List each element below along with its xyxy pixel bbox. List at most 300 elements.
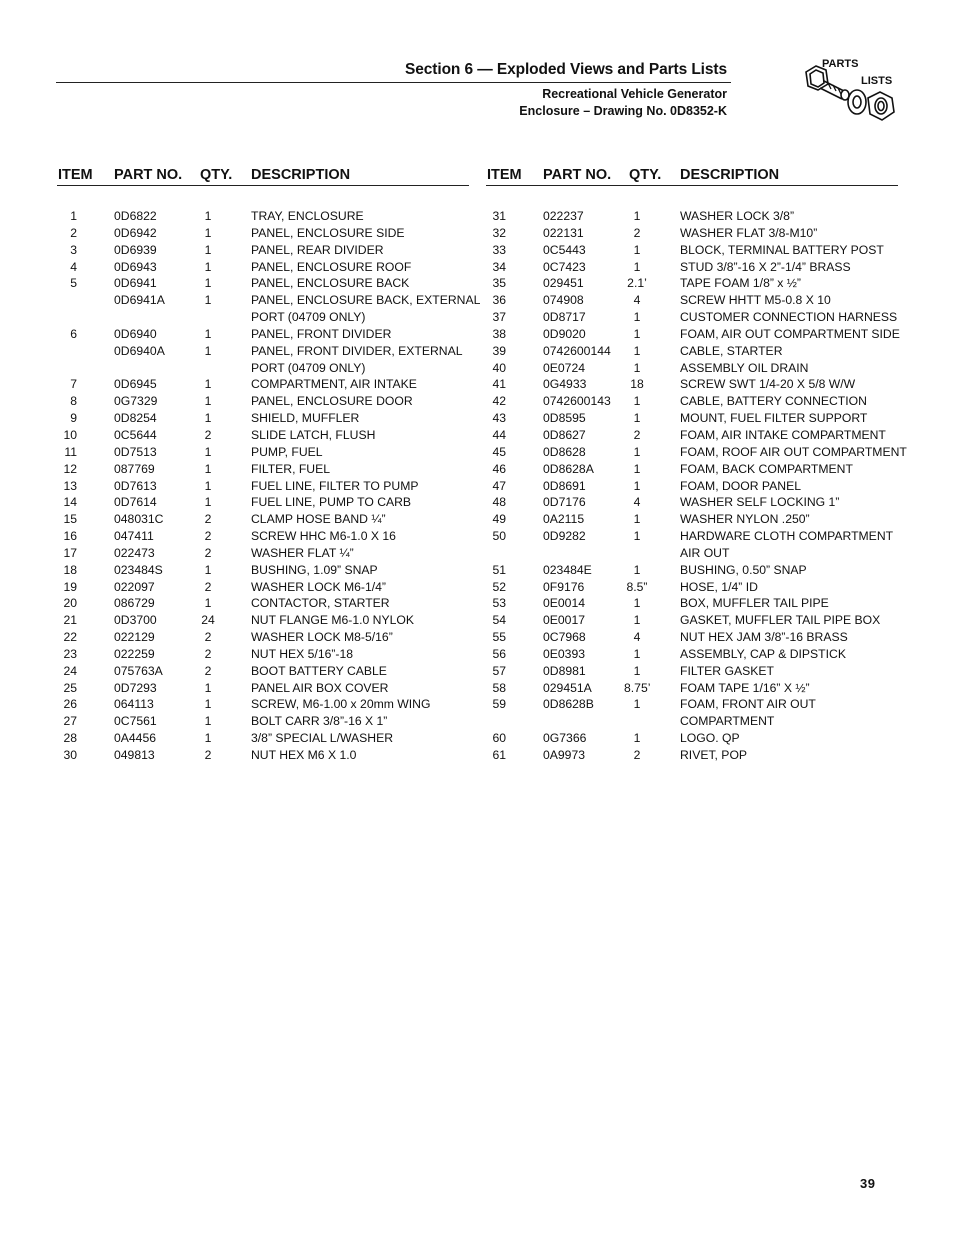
item-number: 22 [63,630,77,645]
table-row [57,528,469,545]
column-header-description: DESCRIPTION [680,167,780,183]
part-number: 0A9973 [543,748,586,762]
quantity: 1 [204,394,212,409]
table-row [486,713,898,730]
quantity: 1 [633,478,641,493]
description: WASHER LOCK 3/8” [680,209,795,223]
item-number: 5 [70,276,77,291]
description: FOAM, AIR INTAKE COMPARTMENT [680,427,886,442]
column-header-item: ITEM [487,167,522,183]
parts-table-right [486,166,907,764]
item-number: 30 [63,748,77,762]
item-number: 59 [492,697,506,712]
section-title: Section 6 — Exploded Views and Parts Lists [405,61,727,78]
table-row [486,326,898,343]
description: PORT (04709 ONLY) [251,310,366,325]
part-number: 022129 [114,630,155,645]
quantity: 1 [204,680,212,695]
item-number: 54 [492,613,506,628]
part-number: 049813 [114,748,155,762]
part-number: 0E0724 [543,360,586,375]
part-number: 0D6942 [114,225,157,240]
description: WASHER FLAT ¼” [251,545,354,560]
quantity: 1 [204,714,212,729]
description: FOAM, BACK COMPARTMENT [680,461,853,476]
part-number: 0D6945 [114,377,157,392]
table-row [57,292,481,309]
description: PANEL, FRONT DIVIDER [251,326,392,341]
item-number: 8 [70,394,77,409]
nut-icon [868,92,894,120]
description: WASHER LOCK M6-1/4” [251,579,386,594]
table-row [57,680,469,697]
washer-icon [848,90,866,114]
quantity: 2 [204,663,212,678]
page-number: 39 [860,1176,876,1191]
part-number: 0D6940 [114,326,157,341]
table-row [486,275,898,292]
description: PANEL, ENCLOSURE BACK [251,276,410,291]
part-number: 0D7176 [543,495,586,510]
quantity: 8.75’ [624,680,651,695]
quantity: 1 [633,326,641,341]
quantity: 1 [204,326,212,341]
part-number: 075763A [114,663,163,678]
table-row [486,225,898,242]
table-row [486,242,898,259]
item-number: 60 [492,731,506,746]
quantity: 2 [204,646,212,661]
quantity: 1 [633,242,641,257]
part-number: 0A4456 [114,731,157,746]
logo-text-parts: PARTS [822,58,859,70]
part-number: 0C5443 [543,242,586,257]
item-number: 20 [63,596,77,611]
table-row [57,696,469,713]
table-row [57,478,469,495]
quantity: 2.1’ [627,276,647,291]
quantity: 1 [633,259,641,274]
quantity: 1 [204,697,212,712]
description: FOAM, DOOR PANEL [680,478,801,493]
table-row [486,730,898,747]
description: NUT HEX 5/16”-18 [251,646,354,661]
description: PANEL, REAR DIVIDER [251,242,384,257]
part-number: 0C7561 [114,714,157,729]
item-number: 33 [492,242,506,257]
item-number: 18 [63,562,77,577]
description: 3/8” SPECIAL L/WASHER [251,731,394,746]
table-row [486,562,898,579]
description: BOOT BATTERY CABLE [251,663,387,678]
item-number: 17 [63,545,77,560]
part-number: 0D7513 [114,444,157,459]
part-number: 0D6943 [114,259,157,274]
description: AIR OUT [680,545,730,560]
table-row [57,629,469,646]
item-number: 15 [63,512,77,527]
part-number: 0D9282 [543,529,586,544]
part-number: 0C5644 [114,427,157,442]
part-number: 022259 [114,646,155,661]
table-row [486,478,898,495]
table-row [57,562,469,579]
description: WASHER FLAT 3/8-M10” [680,225,818,240]
quantity: 1 [633,529,641,544]
table-row [57,612,469,629]
item-number: 1 [70,209,77,223]
item-number: 37 [492,310,506,325]
part-number: 0D6939 [114,242,157,257]
table-row [57,427,469,444]
table-row [486,376,898,393]
description: SCREW, M6-1.00 x 20mm WING [251,697,431,712]
table-row [57,545,469,562]
quantity: 1 [204,562,212,577]
part-number: 0D8254 [114,411,157,426]
table-row [486,461,898,478]
table-row [486,360,898,377]
table-row [486,511,898,528]
quantity: 1 [633,562,641,577]
table-row [57,275,469,292]
table-row [57,259,469,276]
quantity: 2 [204,579,212,594]
part-number: 0D7293 [114,680,157,695]
table-row [57,494,469,511]
table-row [57,343,469,360]
part-number: 022097 [114,579,155,594]
part-number: 0E0017 [543,613,586,628]
part-number: 047411 [114,529,154,544]
table-row [486,427,898,444]
quantity: 1 [204,209,212,223]
quantity: 1 [633,209,641,223]
part-number: 0D8628 [543,444,586,459]
quantity: 1 [204,259,212,274]
part-number: 029451A [543,680,592,695]
description: ASSEMBLY OIL DRAIN [680,360,809,375]
description: CUSTOMER CONNECTION HARNESS [680,310,898,325]
item-number: 39 [492,343,506,358]
item-number: 26 [63,697,77,712]
description: WASHER NYLON .250” [680,512,810,527]
table-row [486,259,898,276]
description: SCREW HHTT M5-0.8 X 10 [680,293,831,308]
description: SCREW SWT 1/4-20 X 5/8 W/W [680,377,856,392]
description: WASHER LOCK M8-5/16” [251,630,393,645]
quantity: 2 [204,427,212,442]
item-number: 46 [492,461,506,476]
description: COMPARTMENT [680,714,775,729]
quantity: 1 [633,596,641,611]
item-number: 61 [492,748,506,762]
description: BUSHING, 0.50” SNAP [680,562,807,577]
item-number: 24 [63,663,77,678]
quantity: 4 [633,495,641,510]
quantity: 24 [201,613,215,628]
description: WASHER SELF LOCKING 1” [680,495,840,510]
table-row [57,511,469,528]
description: BUSHING, 1.09” SNAP [251,562,378,577]
item-number: 23 [63,646,77,661]
description: TRAY, ENCLOSURE [251,209,364,223]
description: PANEL, ENCLOSURE BACK, EXTERNAL [251,293,481,308]
part-number: 074908 [543,293,584,308]
table-row [57,393,469,410]
description: ASSEMBLY, CAP & DIPSTICK [680,646,846,661]
quantity: 8.5” [626,579,648,594]
description: PANEL, FRONT DIVIDER, EXTERNAL [251,343,463,358]
quantity: 4 [633,630,641,645]
parts-lists-logo [800,54,900,132]
quantity: 1 [633,697,641,712]
description: NUT HEX JAM 3/8”-16 BRASS [680,630,848,645]
quantity: 1 [633,663,641,678]
item-number: 56 [492,646,506,661]
quantity: 1 [204,731,212,746]
part-number: 0C7423 [543,259,586,274]
table-row [57,360,469,377]
part-number: 0D9020 [543,326,586,341]
quantity: 1 [204,225,212,240]
item-number: 44 [492,427,506,442]
description: BOLT CARR 3/8”-16 X 1” [251,714,388,729]
quantity: 1 [633,394,641,409]
item-number: 45 [492,444,506,459]
column-header-part-no: PART NO. [114,167,183,183]
description: CONTACTOR, STARTER [251,596,390,611]
part-number: 0D8717 [543,310,586,325]
description: NUT FLANGE M6-1.0 NYLOK [251,613,414,628]
quantity: 2 [633,225,641,240]
quantity: 2 [204,529,212,544]
item-number: 16 [63,529,77,544]
table-row [57,208,469,225]
part-number: 023484S [114,562,163,577]
quantity: 1 [633,310,641,325]
part-number: 0D6941A [114,293,165,308]
item-number: 47 [492,478,506,493]
part-number: 0D8691 [543,478,586,493]
item-number: 3 [70,242,77,257]
table-row [57,747,469,764]
description: NUT HEX M6 X 1.0 [251,748,357,762]
part-number: 0D6822 [114,209,157,223]
part-number: 0G4933 [543,377,587,392]
description: MOUNT, FUEL FILTER SUPPORT [680,411,868,426]
table-row [486,629,898,646]
table-row [486,208,898,225]
description: PANEL, ENCLOSURE ROOF [251,259,412,274]
item-number: 12 [63,461,77,476]
description: COMPARTMENT, AIR INTAKE [251,377,417,392]
part-number: 086729 [114,596,155,611]
description: SCREW HHC M6-1.0 X 16 [251,529,396,544]
table-row [57,444,469,461]
item-number: 41 [492,377,506,392]
quantity: 1 [204,411,212,426]
quantity: 1 [204,478,212,493]
description: HARDWARE CLOTH COMPARTMENT [680,529,894,544]
quantity: 1 [633,343,641,358]
quantity: 1 [204,377,212,392]
quantity: 4 [633,293,641,308]
item-number: 7 [70,377,77,392]
part-number: 0A2115 [543,512,585,527]
description: SLIDE LATCH, FLUSH [251,427,376,442]
table-row [486,528,898,545]
description: GASKET, MUFFLER TAIL PIPE BOX [680,613,881,628]
part-number: 048031C [114,512,164,527]
table-row [57,242,469,259]
description: PORT (04709 ONLY) [251,360,366,375]
table-row [57,663,469,680]
quantity: 1 [633,512,641,527]
part-number: 0C7968 [543,630,586,645]
item-number: 38 [492,326,506,341]
item-number: 9 [70,411,77,426]
description: BLOCK, TERMINAL BATTERY POST [680,242,884,257]
part-number: 0E0393 [543,646,586,661]
part-number: 0D8595 [543,411,586,426]
description: PUMP, FUEL [251,444,323,459]
item-number: 14 [63,495,77,510]
table-row [486,292,898,309]
logo-text-lists: LISTS [861,75,893,87]
item-number: 27 [63,714,77,729]
table-row [486,612,898,629]
description: FOAM TAPE 1/16” X ½” [680,680,810,695]
item-number: 34 [492,259,506,274]
item-number: 52 [492,579,506,594]
description: HOSE, 1/4” ID [680,579,758,594]
description: TAPE FOAM 1/8” x ½” [680,276,801,291]
item-number: 19 [63,579,77,594]
quantity: 1 [204,293,212,308]
description: PANEL AIR BOX COVER [251,680,389,695]
description: FUEL LINE, PUMP TO CARB [251,495,412,510]
description: FOAM, ROOF AIR OUT COMPARTMENT [680,444,907,459]
part-number: 0G7329 [114,394,158,409]
part-number: 022131 [543,225,584,240]
quantity: 1 [204,596,212,611]
table-row [486,343,898,360]
quantity: 1 [633,360,641,375]
description: BOX, MUFFLER TAIL PIPE [680,596,829,611]
item-number: 35 [492,276,506,291]
part-number: 0E0014 [543,596,586,611]
item-number: 58 [492,680,506,695]
table-row [486,494,898,511]
table-row [486,680,898,697]
table-row [486,747,898,764]
table-row [57,713,469,730]
table-row [57,326,469,343]
part-number: 0D8628B [543,697,594,712]
quantity: 1 [633,646,641,661]
table-header [486,166,898,186]
part-number: 0F9176 [543,579,585,594]
table-row [486,696,898,713]
part-number: 0D6941 [114,276,157,291]
item-number: 51 [492,562,506,577]
description: FUEL LINE, FILTER TO PUMP [251,478,419,493]
description: RIVET, POP [680,748,748,762]
description: CABLE, STARTER [680,343,783,358]
part-number: 029451 [543,276,584,291]
column-header-description: DESCRIPTION [251,167,351,183]
quantity: 1 [633,461,641,476]
table-row [57,461,469,478]
part-number: 0742600143 [543,394,611,409]
item-number: 36 [492,293,506,308]
quantity: 1 [633,411,641,426]
header-rule [56,82,731,83]
part-number: 0D3700 [114,613,157,628]
table-row [486,410,898,427]
item-number: 28 [63,731,77,746]
column-header-qty: QTY. [629,167,662,183]
table-row [486,393,898,410]
column-header-item: ITEM [58,167,93,183]
description: SHIELD, MUFFLER [251,411,360,426]
part-number: 023484E [543,562,592,577]
quantity: 1 [204,444,212,459]
table-row [57,410,469,427]
part-number: 022237 [543,209,584,223]
quantity: 1 [633,613,641,628]
part-number: 0742600144 [543,343,611,358]
description: FILTER GASKET [680,663,774,678]
quantity: 1 [204,461,212,476]
document-subtitle: Recreational Vehicle Generator [542,87,727,101]
quantity: 1 [204,242,212,257]
table-row [57,225,469,242]
description: PANEL, ENCLOSURE DOOR [251,394,413,409]
table-row [57,730,469,747]
item-number: 53 [492,596,506,611]
table-body [57,208,481,764]
description: FILTER, FUEL [251,461,331,476]
drawing-number: Enclosure – Drawing No. 0D8352-K [519,104,727,118]
table-row [57,646,469,663]
item-number: 42 [492,394,506,409]
item-number: 49 [492,512,506,527]
item-number: 6 [70,326,77,341]
parts-table-left [57,166,481,764]
item-number: 50 [492,529,506,544]
table-row [486,309,898,326]
table-row [486,444,907,461]
bolt-icon [806,66,849,100]
item-number: 25 [63,680,77,695]
description: FOAM, AIR OUT COMPARTMENT SIDE [680,326,900,341]
item-number: 32 [492,225,506,240]
quantity: 2 [204,630,212,645]
description: FOAM, FRONT AIR OUT [680,697,816,712]
quantity: 1 [204,495,212,510]
part-number: 087769 [114,461,155,476]
part-number: 0D6940A [114,343,165,358]
quantity: 1 [204,276,212,291]
item-number: 11 [64,444,77,459]
table-row [486,663,898,680]
part-number: 022473 [114,545,155,560]
quantity: 2 [633,748,641,762]
item-number: 2 [70,225,77,240]
part-number: 0D8627 [543,427,586,442]
